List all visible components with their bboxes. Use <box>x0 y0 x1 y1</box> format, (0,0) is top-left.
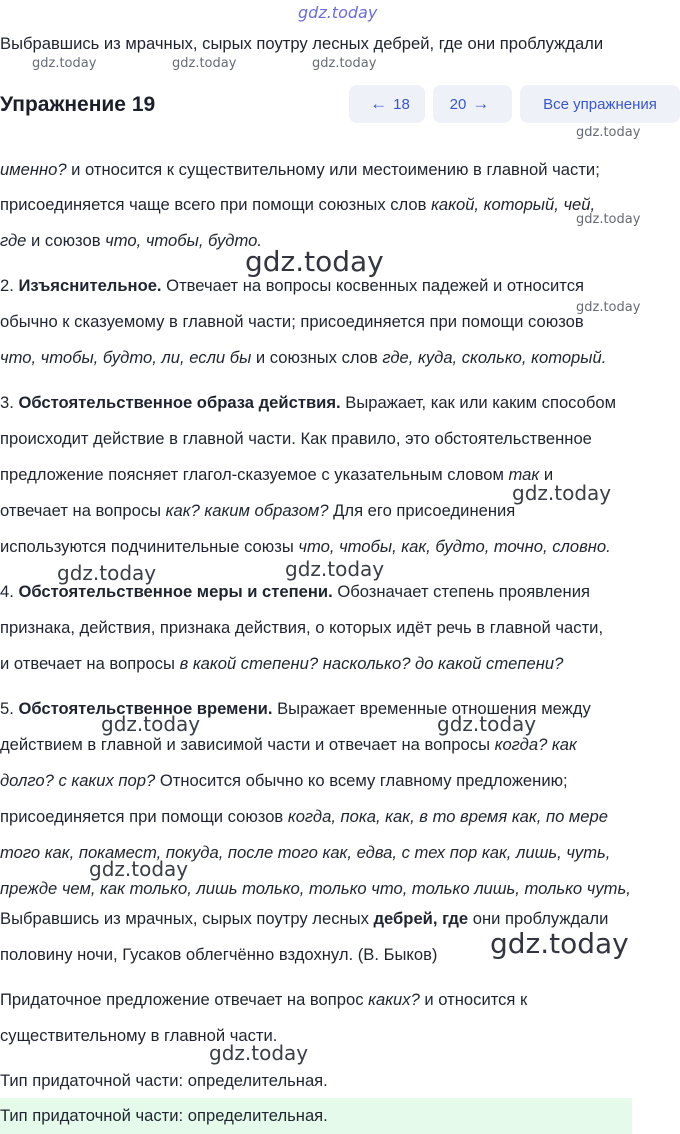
text-line: существительному в главной части. <box>0 1026 278 1045</box>
watermark-medium: gdz.today <box>285 557 385 581</box>
text-line: где и союзов что, чтобы, будто. <box>0 231 262 250</box>
exercise-header <box>0 84 680 128</box>
text-line: 3. Обстоятельственное образа действия. Выражает, как или каким способом <box>0 393 617 412</box>
text-line: 5. Обстоятельственное времени. Выражает временные отношения между <box>0 699 591 718</box>
text-line: именно? и относится к существительному или местоимению в главной части; <box>0 160 600 179</box>
watermark-small: gdz.today <box>172 56 237 71</box>
text-line: присоединяется чаще всего при помощи союзных слов какой, который, чей, <box>0 195 596 214</box>
text-line: что, чтобы, будто, ли, если бы и союзных слов где, куда, сколько, который. <box>0 348 607 367</box>
all-exercises-button[interactable] <box>520 85 680 123</box>
watermark-medium: gdz.today <box>512 481 612 505</box>
watermark-medium: gdz.today <box>89 857 189 881</box>
watermark-small: gdz.today <box>576 125 641 140</box>
prev-exercise-button[interactable] <box>349 85 425 123</box>
text-line: 4. Обстоятельственное меры и степени. Обозначает степень проявления <box>0 582 590 601</box>
text-line: действием в главной и зависимой части и отвечает на вопросы когда? как <box>0 735 577 754</box>
page-title: Упражнение 19 <box>0 93 156 116</box>
next-exercise-button[interactable] <box>433 85 512 123</box>
watermark-small: gdz.today <box>576 212 641 227</box>
watermark-large: gdz.today <box>245 245 384 278</box>
watermark-medium: gdz.today <box>437 712 537 736</box>
watermark-top: gdz.today <box>298 3 378 22</box>
watermark-medium: gdz.today <box>209 1041 309 1065</box>
text-line: отвечает на вопросы как? каким образом? Для его присоединения <box>0 501 516 520</box>
text-line: долго? с каких пор? Относится обычно ко всему главному предложению; <box>0 771 568 790</box>
answer-type: Тип придаточной части: определительная. <box>0 1071 328 1090</box>
text-line: обычно к сказуемому в главной части; присоединяется при помощи союзов <box>0 312 584 331</box>
text-line: присоединяется при помощи союзов когда, пока, как, в то время как, по мере <box>0 807 608 826</box>
watermark-small: gdz.today <box>576 300 641 315</box>
text-line: Придаточное предложение отвечает на вопрос каких? и относится к <box>0 990 528 1009</box>
text-line: и отвечает на вопросы в какой степени? насколько? до какой степени? <box>0 654 564 673</box>
watermark-medium: gdz.today <box>101 712 201 736</box>
arrow-right-icon: → <box>472 94 490 113</box>
intro-line: Выбравшись из мрачных, сырых поутру лесных дебрей, где они проблуждали <box>0 34 604 53</box>
prev-exercise-label: 18 <box>393 95 410 113</box>
watermark-small: gdz.today <box>32 56 97 71</box>
text-line: происходит действие в главной части. Как правило, это обстоятельственное <box>0 429 592 448</box>
watermark-small: gdz.today <box>312 56 377 71</box>
watermark-medium: gdz.today <box>57 561 157 585</box>
next-exercise-label: 20 <box>449 95 467 113</box>
answer-line: Выбравшись из мрачных, сырых поутру лесных дебрей, где они проблуждали <box>0 909 609 928</box>
all-exercises-label: Все упражнения <box>543 95 657 113</box>
text-line: предложение поясняет глагол-сказуемое с указательным словом так и <box>0 465 554 484</box>
answer-type-highlighted: Тип придаточной части: определительная. <box>0 1106 328 1125</box>
arrow-left-icon: ← <box>370 94 388 113</box>
text-line: признака, действия, признака действия, о которых идёт речь в главной части, <box>0 618 604 637</box>
text-line: используются подчинительные союзы что, чтобы, как, будто, точно, словно. <box>0 537 611 556</box>
watermark-large: gdz.today <box>490 927 629 960</box>
text-line: прежде чем, как только, лишь только, только что, только лишь, только чуть, <box>0 879 631 898</box>
text-line: 2. Изъяснительное. Отвечает на вопросы косвенных падежей и относится <box>0 276 585 295</box>
text-line: того как, покамест, покуда, после того как, едва, с тех пор как, лишь, чуть, <box>0 843 611 862</box>
answer-line: половину ночи, Гусаков облегчённо вздохнул. (В. Быков) <box>0 945 438 964</box>
